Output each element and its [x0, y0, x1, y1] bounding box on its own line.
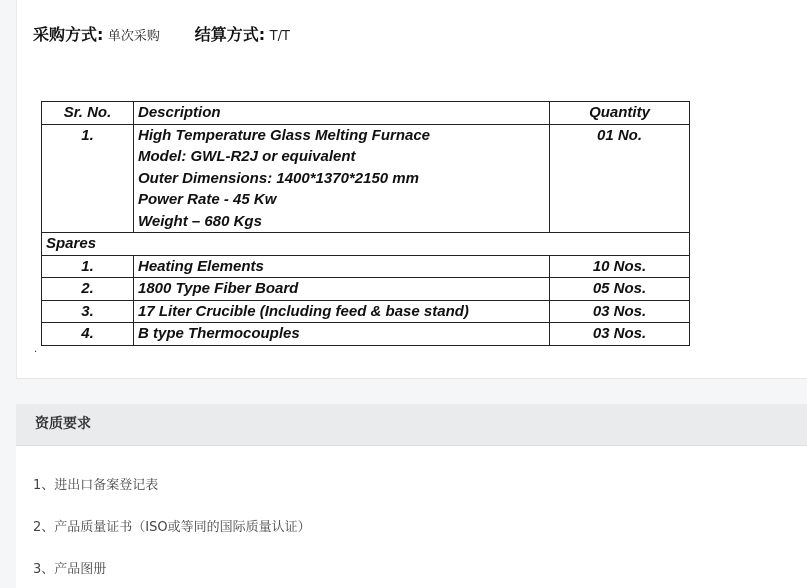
purchase-method-value: 单次采购 — [107, 29, 160, 44]
qualification-section — [16, 404, 807, 588]
table-row-main-item — [42, 124, 690, 233]
spare-no: 4. — [42, 323, 134, 346]
main-item-line: Model: GWL-R2J or equivalent — [138, 148, 356, 165]
qualification-item: 2、产品质量证书（ISO或等同的国际质量认证） — [33, 520, 311, 535]
settlement-method-label: 结算方式: — [194, 25, 266, 44]
main-item-line: Weight – 680 Kgs — [138, 212, 262, 230]
table-row — [42, 300, 690, 323]
spare-no: 2. — [42, 278, 134, 301]
spare-description: 17 Liter Crucible (Including feed & base stand) — [134, 300, 550, 323]
spare-qty: 05 Nos. — [550, 278, 690, 301]
main-item-no: 1. — [42, 124, 134, 233]
spare-qty: 10 Nos. — [550, 255, 690, 278]
main-item-line: High Temperature Glass Melting Furnace — [138, 126, 431, 144]
spare-description: B type Thermocouples — [134, 323, 550, 346]
header-quantity: Quantity — [550, 102, 690, 125]
main-item-description — [134, 124, 550, 233]
spare-qty: 03 Nos. — [550, 300, 690, 323]
spares-heading-row — [42, 233, 690, 256]
qualification-item: 1、进出口备案登记表 — [33, 478, 159, 493]
purchase-method-label: 采购方式: — [33, 25, 104, 44]
spare-description: Heating Elements — [134, 255, 550, 278]
trailing-mark: . — [34, 344, 38, 355]
table-header-row — [42, 102, 690, 125]
main-item-line: Outer Dimensions: 1400*1370*2150 mm — [138, 169, 419, 187]
table-row — [42, 323, 690, 346]
table-row — [42, 278, 690, 301]
header-sr-no: Sr. No. — [42, 102, 134, 125]
spares-heading: Spares — [42, 233, 690, 256]
spare-no: 3. — [42, 300, 134, 323]
spare-qty: 03 Nos. — [550, 323, 690, 346]
spare-no: 1. — [42, 255, 134, 278]
purchase-card — [16, 0, 807, 379]
specification-table — [41, 101, 690, 346]
main-item-line: Power Rate - 45 Kw — [138, 191, 277, 208]
purchase-terms — [33, 22, 290, 45]
main-item-qty: 01 No. — [550, 124, 690, 233]
qualification-title: 资质要求 — [16, 404, 807, 446]
qualification-item: 3、产品图册 — [33, 562, 107, 577]
settlement-method-value: T/T — [269, 29, 290, 44]
spare-description: 1800 Type Fiber Board — [134, 278, 550, 301]
header-description: Description — [134, 102, 550, 125]
table-row — [42, 255, 690, 278]
